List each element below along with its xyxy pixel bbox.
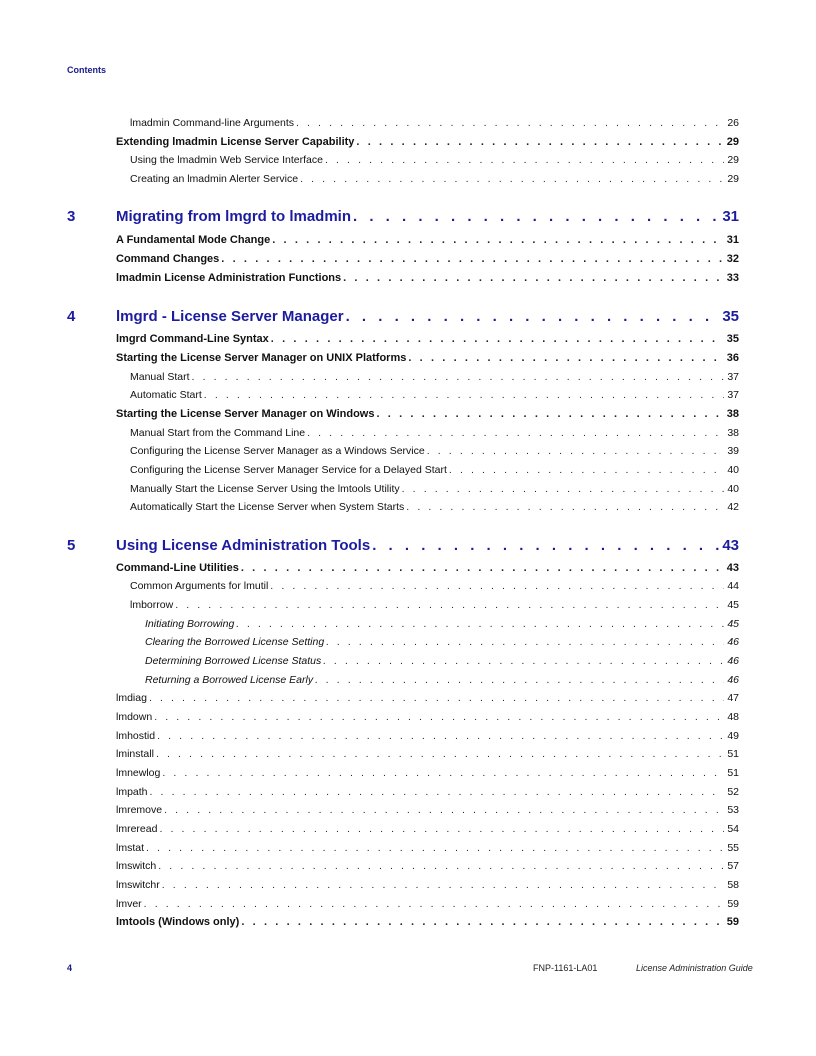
toc-entry-title: Clearing the Borrowed License Setting <box>145 636 325 648</box>
toc-entry-page: 45 <box>727 618 739 630</box>
toc-entry-page: 29 <box>726 136 739 148</box>
toc-entry-page: 46 <box>727 674 739 686</box>
toc-entry[interactable] <box>116 562 739 574</box>
toc-entry[interactable] <box>116 136 739 148</box>
toc-entry[interactable] <box>116 333 739 345</box>
toc-entry-page: 48 <box>727 711 739 723</box>
toc-entry-page: 42 <box>727 501 739 513</box>
toc-entry-page: 37 <box>727 371 739 383</box>
chapter-page: 35 <box>722 308 739 325</box>
toc-entry-page: 43 <box>726 562 739 574</box>
toc-entry[interactable] <box>130 501 739 513</box>
toc-entry-page: 46 <box>727 636 739 648</box>
toc-entry-title: lmver <box>116 898 142 910</box>
toc-entry[interactable] <box>130 599 739 611</box>
toc-entry[interactable] <box>116 767 739 779</box>
toc-entry-title: Initiating Borrowing <box>145 618 235 630</box>
footer-doc-id: FNP-1161-LA01 <box>533 963 598 973</box>
toc-entry[interactable] <box>145 674 739 686</box>
toc-entry-page: 32 <box>726 253 739 265</box>
toc-entry-page: 38 <box>727 427 739 439</box>
toc-entry-page: 29 <box>727 154 739 166</box>
toc-entry[interactable] <box>116 898 739 910</box>
toc-entry-title: lmnewlog <box>116 767 161 779</box>
toc-entry-title: lmswitch <box>116 860 157 872</box>
toc-entry-page: 59 <box>727 898 739 910</box>
toc-entry[interactable] <box>130 580 739 592</box>
toc-entry[interactable] <box>130 371 739 383</box>
toc-entry-page: 44 <box>727 580 739 592</box>
chapter-title: Using License Administration Tools <box>116 537 371 554</box>
chapter-title: Migrating from lmgrd to lmadmin <box>116 208 351 225</box>
toc-entry-page: 57 <box>727 860 739 872</box>
toc-entry[interactable] <box>145 655 739 667</box>
toc-entry-page: 29 <box>727 173 739 185</box>
toc-entry-title: Configuring the License Server Manager as a Windows Service <box>130 445 425 457</box>
chapter-page: 43 <box>722 537 739 554</box>
toc-entry-title: Determining Borrowed License Status <box>145 655 322 667</box>
toc-entry[interactable] <box>145 618 739 630</box>
toc-entry-title: Automatic Start <box>130 389 202 401</box>
toc-entry-title: Creating an lmadmin Alerter Service <box>130 173 299 185</box>
toc-entry-page: 51 <box>727 767 739 779</box>
toc-entry[interactable] <box>130 483 739 495</box>
toc-entry[interactable] <box>116 711 739 723</box>
toc-entry[interactable] <box>130 154 739 166</box>
toc-entry-title: lmhostid <box>116 730 156 742</box>
toc-entry-title: lmtools (Windows only) <box>116 916 240 928</box>
toc-entry[interactable] <box>130 445 739 457</box>
chapter-number: 4 <box>67 308 76 325</box>
toc-entry[interactable] <box>130 389 739 401</box>
toc-entry-page: 40 <box>727 483 739 495</box>
toc-entry-title: lmadmin Command-line Arguments <box>130 117 294 129</box>
chapter-heading[interactable] <box>116 308 739 325</box>
toc-entry-title: lmremove <box>116 804 163 816</box>
toc-entry-title: Returning a Borrowed License Early <box>145 674 314 686</box>
footer-doc-title: License Administration Guide <box>636 963 753 973</box>
toc-entry-page: 45 <box>727 599 739 611</box>
toc-entry-title: Manual Start from the Command Line <box>130 427 306 439</box>
toc-entry-title: lmswitchr <box>116 879 160 891</box>
chapter-heading[interactable] <box>116 537 739 554</box>
toc-entry-title: Automatically Start the License Server when System Starts <box>130 501 405 513</box>
toc-entry-page: 58 <box>727 879 739 891</box>
toc-entry-title: Starting the License Server Manager on UNIX Platforms <box>116 352 407 364</box>
toc-entry-page: 40 <box>727 464 739 476</box>
toc-entry[interactable] <box>116 234 739 246</box>
chapter-number: 3 <box>67 208 76 225</box>
toc-entry[interactable] <box>116 823 739 835</box>
toc-entry[interactable] <box>116 842 739 854</box>
toc-entry-title: lmgrd Command-Line Syntax <box>116 333 269 345</box>
toc-entry[interactable] <box>116 879 739 891</box>
toc-entry-page: 39 <box>727 445 739 457</box>
toc-entry[interactable] <box>130 427 739 439</box>
chapter-page: 31 <box>722 208 739 225</box>
toc-entry-title: lminstall <box>116 748 154 760</box>
toc-entry-page: 38 <box>726 408 739 420</box>
toc-entry-page: 53 <box>727 804 739 816</box>
toc-entry[interactable] <box>116 272 739 284</box>
toc-entry[interactable] <box>130 464 739 476</box>
toc-entry-title: lmborrow <box>130 599 174 611</box>
chapter-number: 5 <box>67 537 76 554</box>
toc-entry-title: Extending lmadmin License Server Capability <box>116 136 355 148</box>
toc-entry[interactable] <box>116 692 739 704</box>
toc-entry[interactable] <box>116 786 739 798</box>
toc-entry-title: A Fundamental Mode Change <box>116 234 271 246</box>
toc-entry[interactable] <box>116 804 739 816</box>
toc-entry[interactable] <box>116 408 739 420</box>
toc-entry-title: Common Arguments for lmutil <box>130 580 269 592</box>
toc-entry-page: 49 <box>727 730 739 742</box>
toc-entry[interactable] <box>130 173 739 185</box>
toc-entry[interactable] <box>116 730 739 742</box>
toc-entry-title: lmpath <box>116 786 148 798</box>
toc-entry-page: 51 <box>727 748 739 760</box>
toc-entry-page: 26 <box>727 117 739 129</box>
toc-entry-title: Using the lmadmin Web Service Interface <box>130 154 323 166</box>
toc-entry-title: Manual Start <box>130 371 190 383</box>
running-header: Contents <box>67 65 106 75</box>
footer-page-number: 4 <box>67 963 73 973</box>
toc-entry[interactable] <box>116 352 739 364</box>
toc-entry-title: Command Changes <box>116 253 220 265</box>
toc-entry-title: lmdiag <box>116 692 147 704</box>
toc-entry-title: Command-Line Utilities <box>116 562 239 574</box>
chapter-heading[interactable] <box>116 208 739 225</box>
toc-entry[interactable] <box>145 636 739 648</box>
toc-entry[interactable] <box>116 748 739 760</box>
toc-entry-page: 31 <box>726 234 739 246</box>
toc-entry-title: Manually Start the License Server Using the lmtools Utility <box>130 483 400 495</box>
toc-entry[interactable] <box>130 117 739 129</box>
toc-entry-title: lmadmin License Administration Functions <box>116 272 342 284</box>
toc-entry-title: lmstat <box>116 842 145 854</box>
toc-entry-page: 35 <box>726 333 739 345</box>
toc-entry-page: 36 <box>726 352 739 364</box>
toc-entry-title: lmreread <box>116 823 158 835</box>
toc-entry-page: 52 <box>727 786 739 798</box>
toc-entry[interactable] <box>116 860 739 872</box>
toc-entry-page: 47 <box>727 692 739 704</box>
toc-entry-page: 33 <box>726 272 739 284</box>
chapter-title: lmgrd - License Server Manager <box>116 308 344 325</box>
toc-entry-page: 46 <box>727 655 739 667</box>
toc-entry-title: Starting the License Server Manager on Windows <box>116 408 375 420</box>
toc-entry-page: 54 <box>727 823 739 835</box>
toc-entry-page: 55 <box>727 842 739 854</box>
toc-entry[interactable] <box>116 916 739 928</box>
toc-entry-page: 37 <box>727 389 739 401</box>
toc-entry-title: Configuring the License Server Manager Service for a Delayed Start <box>130 464 447 476</box>
toc-entry[interactable] <box>116 253 739 265</box>
toc-entry-page: 59 <box>726 916 739 928</box>
toc-entry-title: lmdown <box>116 711 153 723</box>
